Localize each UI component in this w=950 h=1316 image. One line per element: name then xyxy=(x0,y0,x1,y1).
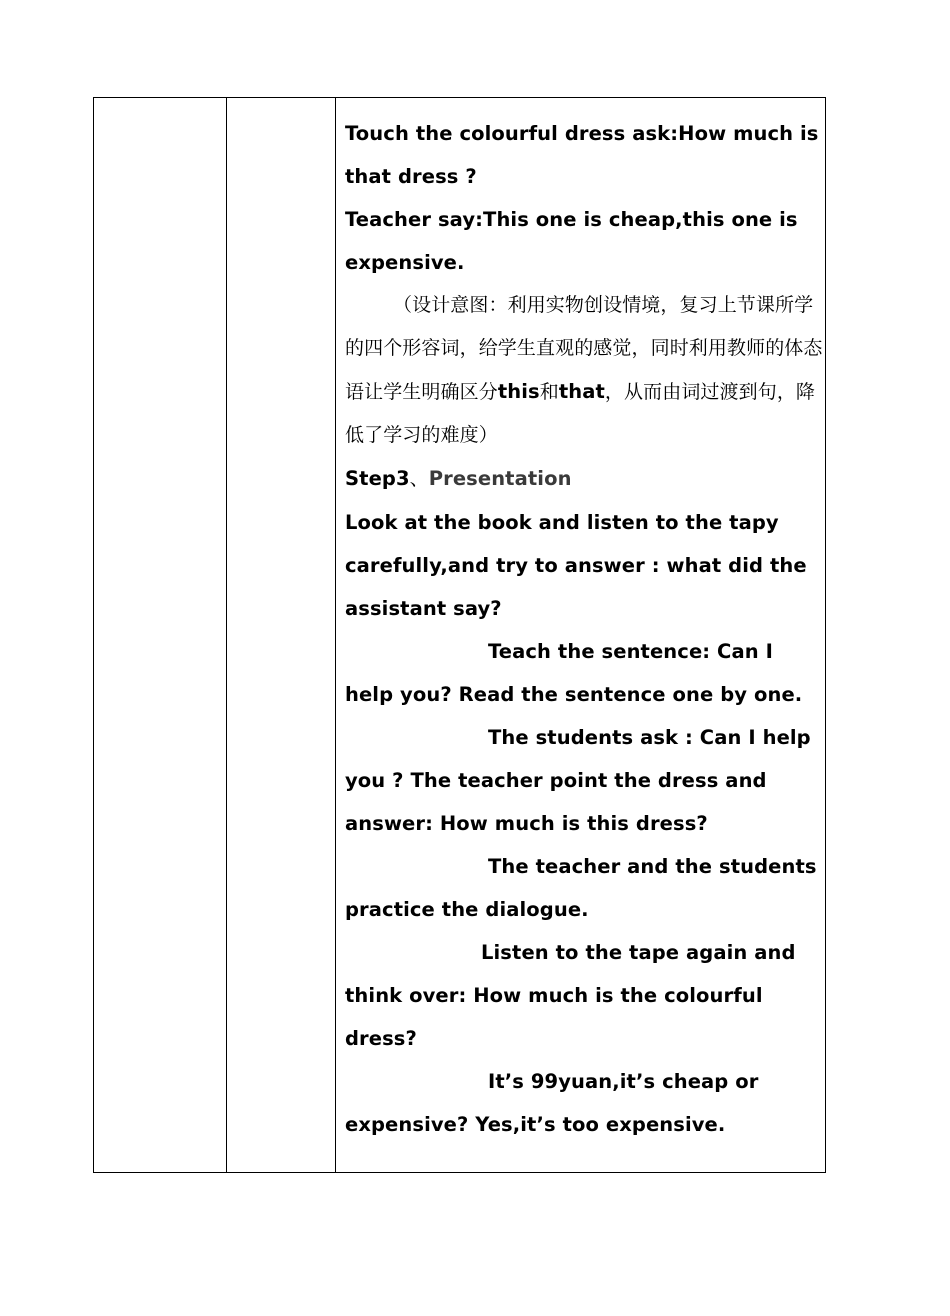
paragraph: Teacher say:This one is cheap,this one is expensive. xyxy=(345,208,798,274)
paragraph: It’s 99yuan,it’s cheap or expensive? Yes,it’s too expensive. xyxy=(345,1070,759,1136)
lesson-content-cell xyxy=(345,112,823,1146)
paragraph: Listen to the tape again and think over: How much is the colourful dress? xyxy=(345,941,796,1050)
paragraph: The students ask : Can I help you ? The teacher point the dress and answer: How much is this dress? xyxy=(345,726,811,835)
design-note-text: （设计意图：利用实物创设情境，复习上节课所学的四个形容词，给学生直观的感觉，同时利用教师的体态语让学生明确区分 xyxy=(345,294,823,403)
paragraph: Teach the sentence: Can I help you? Read the sentence one by one. xyxy=(345,640,803,706)
design-note xyxy=(345,284,823,457)
keyword-this: this xyxy=(497,380,540,403)
keyword-that: that xyxy=(558,380,605,403)
design-note-and: 和 xyxy=(539,381,559,403)
step-label: Step3 xyxy=(345,467,410,490)
paragraph: Look at the book and listen to the tapy carefully,and try to answer : what did the assistant say? xyxy=(345,511,807,620)
step-heading xyxy=(345,457,823,501)
lesson-table xyxy=(93,97,826,1173)
step-title: Presentation xyxy=(428,467,572,490)
paragraph: Touch the colourful dress ask:How much is that dress ? xyxy=(345,122,819,188)
column-divider xyxy=(335,98,336,1172)
paragraph: The teacher and the students practice the dialogue. xyxy=(345,855,817,921)
step-separator: 、 xyxy=(409,468,429,490)
design-note-text: ，从而由词过渡到句，降低了学习的难度） xyxy=(345,381,816,446)
column-divider xyxy=(226,98,227,1172)
